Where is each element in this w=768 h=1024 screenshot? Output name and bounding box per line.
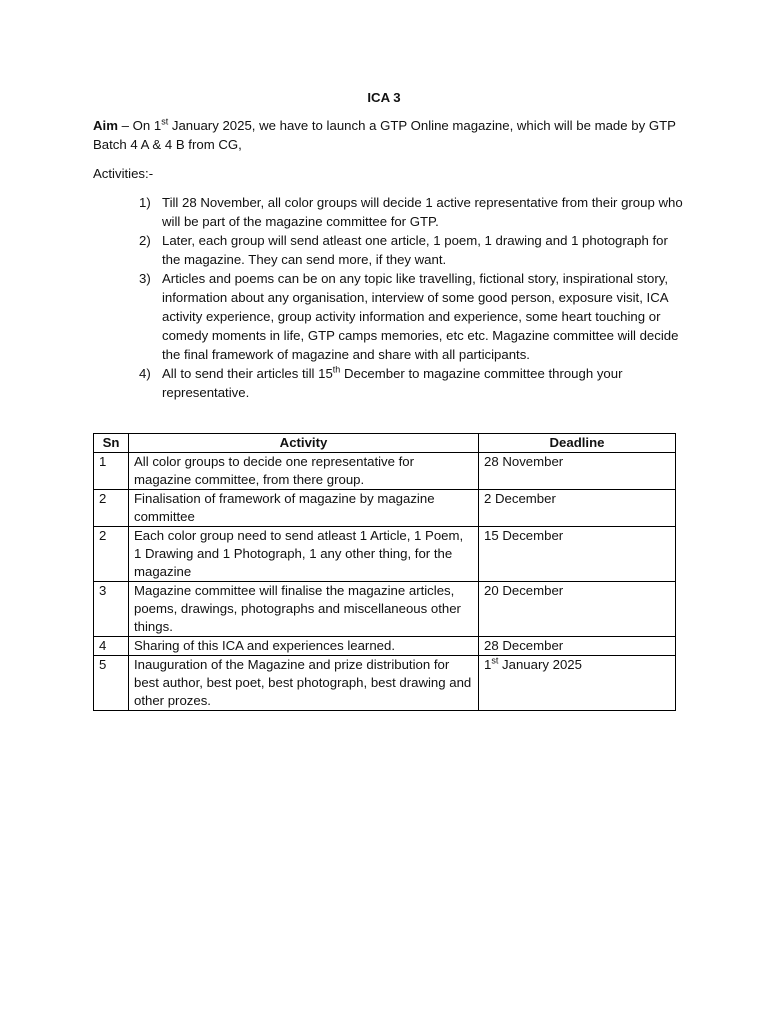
cell-activity: Inauguration of the Magazine and prize distribution for best author, best poet, best photograph, best drawing and other prozes. — [129, 656, 479, 711]
aim-text-start: – On 1 — [117, 118, 162, 133]
header-deadline: Deadline — [479, 434, 676, 453]
cell-sn: 2 — [94, 490, 129, 527]
aim-label: Aim — [93, 118, 118, 133]
cell-sn: 2 — [94, 527, 129, 582]
header-sn: Sn — [94, 434, 129, 453]
schedule-table — [93, 433, 676, 711]
cell-deadline — [479, 656, 676, 711]
cell-activity: Magazine committee will finalise the magazine articles, poems, drawings, photographs and miscellaneous other things. — [129, 582, 479, 637]
cell-deadline: 15 December — [479, 527, 676, 582]
deadline-day: 1 — [484, 657, 492, 672]
table-row — [94, 490, 676, 527]
deadline-ordinal: st — [491, 655, 499, 666]
step-ordinal: th — [332, 364, 341, 375]
cell-deadline: 20 December — [479, 582, 676, 637]
table-row — [94, 656, 676, 711]
cell-activity: Sharing of this ICA and experiences learned. — [129, 637, 479, 656]
step-text: Till 28 November, all color groups will decide 1 active representative from their group who will be part of the magazine committee for GTP. — [162, 195, 683, 229]
activities-heading: Activities:- — [93, 166, 154, 181]
table-row — [94, 637, 676, 656]
table-row — [94, 527, 676, 582]
header-activity: Activity — [129, 434, 479, 453]
step-text: Articles and poems can be on any topic like travelling, fictional story, inspirational story, information about any organisation, interview of some good person, exposure visit, ICA activity experience, group activity information and experience, some heart touching or comedy moments in life, GTP camps memories, etc etc. Magazine committee will decide the final framework of magazine and share with all participants. — [162, 271, 679, 362]
list-item — [93, 364, 683, 402]
step-text: Later, each group will send atleast one article, 1 poem, 1 drawing and 1 photograph for the magazine. They can send more, if they want. — [162, 233, 668, 267]
table-row — [94, 453, 676, 490]
list-item — [93, 193, 683, 231]
cell-sn: 4 — [94, 637, 129, 656]
step-text-start: All to send their articles till 15 — [162, 366, 333, 381]
cell-activity: Finalisation of framework of magazine by magazine committee — [129, 490, 479, 527]
document-title: ICA 3 — [367, 90, 401, 105]
cell-deadline: 28 December — [479, 637, 676, 656]
step-number: 1) — [139, 195, 151, 210]
step-text — [162, 366, 623, 400]
step-text-end: December to magazine committee through your representative. — [162, 366, 623, 400]
cell-activity: All color groups to decide one representative for magazine committee, from there group. — [129, 453, 479, 490]
cell-activity: Each color group need to send atleast 1 Article, 1 Poem, 1 Drawing and 1 Photograph, 1 any other thing, for the magazine — [129, 527, 479, 582]
cell-sn: 5 — [94, 656, 129, 711]
list-item — [93, 269, 683, 364]
deadline-rest: January 2025 — [498, 657, 582, 672]
cell-deadline: 28 November — [479, 453, 676, 490]
aim-ordinal: st — [161, 116, 169, 127]
cell-sn: 1 — [94, 453, 129, 490]
step-number: 4) — [139, 366, 151, 381]
activity-steps-list — [93, 193, 683, 402]
table-header-row — [94, 434, 676, 453]
cell-deadline: 2 December — [479, 490, 676, 527]
cell-sn: 3 — [94, 582, 129, 637]
step-number: 2) — [139, 233, 151, 248]
aim-paragraph — [93, 116, 693, 154]
table-row — [94, 582, 676, 637]
list-item — [93, 231, 683, 269]
step-number: 3) — [139, 271, 151, 286]
aim-text-end: January 2025, we have to launch a GTP Online magazine, which will be made by GTP Batch 4 A & 4 B from CG, — [93, 118, 676, 152]
